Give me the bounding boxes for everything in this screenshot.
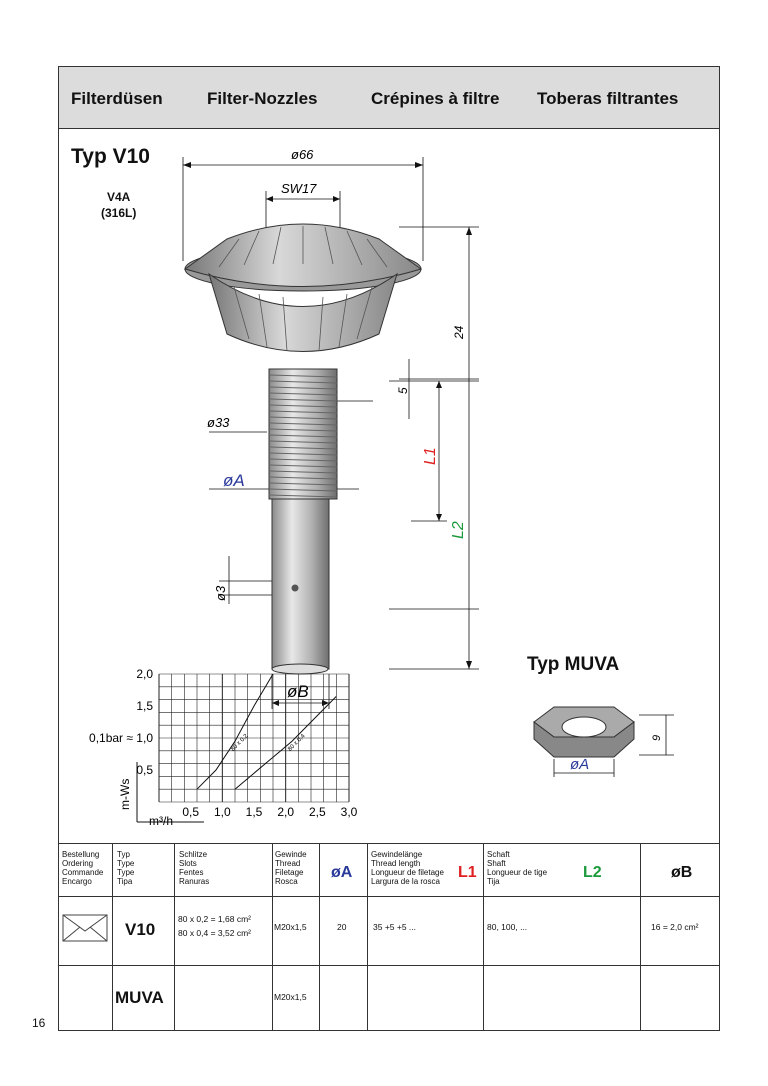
dim-h5: 5 <box>396 387 410 394</box>
chart-x-tick: 2,0 <box>277 805 295 819</box>
chart-y-tick: 1,5 <box>136 699 153 713</box>
row-muva-thread: M20x1,5 <box>274 992 307 1002</box>
dim-dA: øA <box>223 471 245 490</box>
v10-title: Typ V10 <box>71 145 150 168</box>
th-L2: L2 <box>583 864 602 881</box>
chart-x-tick: 2,5 <box>308 805 326 819</box>
page-number: 16 <box>32 1016 46 1030</box>
material-aisi: (316L) <box>101 206 137 220</box>
th-oA: øA <box>331 864 353 881</box>
header-bar <box>59 67 719 129</box>
th-L1: L1 <box>458 864 477 881</box>
muva-drawing <box>514 697 684 807</box>
dim-l2: L2 <box>450 521 467 539</box>
chart-ylabel: m-Ws <box>118 778 132 810</box>
dim-l1: L1 <box>422 447 439 465</box>
dim-sw17: SW17 <box>281 181 317 196</box>
datasheet-frame <box>58 66 720 1031</box>
chart-y-tick: 0,5 <box>136 763 153 777</box>
row-v10-oA: 20 <box>337 922 347 932</box>
material-grade: V4A <box>107 190 131 204</box>
chart-x-tick: 0,5 <box>182 805 200 819</box>
chart-x-tick: 1,5 <box>245 805 263 819</box>
row-v10-slots-2: 80 x 0,4 = 3,52 cm² <box>178 928 251 938</box>
dim-d33: ø33 <box>207 415 230 430</box>
th-thread: Gewinde Thread Filetage Rosca <box>275 850 307 886</box>
chart-series-label: 80 x 0,4 <box>287 733 307 753</box>
muva-title: Typ MUVA <box>527 654 620 675</box>
header-en: Filter-Nozzles <box>207 89 318 108</box>
chart-grid <box>159 674 349 802</box>
row-v10-type: V10 <box>125 920 156 939</box>
dim-h24: 24 <box>452 325 466 339</box>
order-table <box>59 843 719 1031</box>
th-slots: Schlitze Slots Fentes Ranuras <box>179 850 210 886</box>
th-thread-length: Gewindelänge Thread length Longueur de filetage Largura de la rosca <box>371 850 444 886</box>
chart-x-tick-labels <box>137 762 358 822</box>
th-shaft: Schaft Shaft Longueur de tige Tija <box>487 850 548 886</box>
row-v10-thread: M20x1,5 <box>274 922 307 932</box>
chart-series-label: 80 x 0,2 <box>230 733 250 753</box>
envelope-icon[interactable] <box>62 914 108 942</box>
row-v10-oB: 16 = 2,0 cm² <box>651 922 699 932</box>
row-v10-l1: 35 +5 +5 ... <box>373 922 417 932</box>
header-es: Toberas filtrantes <box>537 89 679 108</box>
row-muva-type: MUVA <box>115 988 164 1007</box>
chart-x-tick: 1,0 <box>213 805 231 819</box>
th-ordering: Bestellung Ordering Commande Encargo <box>62 850 104 886</box>
dim-dB: øB <box>287 682 309 701</box>
chart-series <box>197 674 336 789</box>
dim-d3: ø3 <box>213 585 228 601</box>
header-de: Filterdüsen <box>71 89 163 108</box>
dim-d66: ø66 <box>291 147 314 162</box>
header-fr: Crépines à filtre <box>371 89 500 108</box>
pressure-flow-chart <box>59 662 379 842</box>
th-oB: øB <box>671 864 693 881</box>
row-v10-l2: 80, 100, ... <box>487 922 528 932</box>
chart-y-tick: 2,0 <box>136 667 153 681</box>
row-v10-slots-1: 80 x 0,2 = 1,68 cm² <box>178 914 251 924</box>
chart-xlabel: m³/h <box>149 814 173 828</box>
th-type: Typ Type Type Tipa <box>117 850 135 886</box>
chart-x-tick: 3,0 <box>340 805 358 819</box>
muva-dim-dA: øA <box>570 756 590 773</box>
chart-y-tick: 0,1bar ≈ 1,0 <box>89 731 153 745</box>
chart-y-tick-labels <box>89 667 153 777</box>
muva-dim-h: 9 <box>651 734 663 741</box>
